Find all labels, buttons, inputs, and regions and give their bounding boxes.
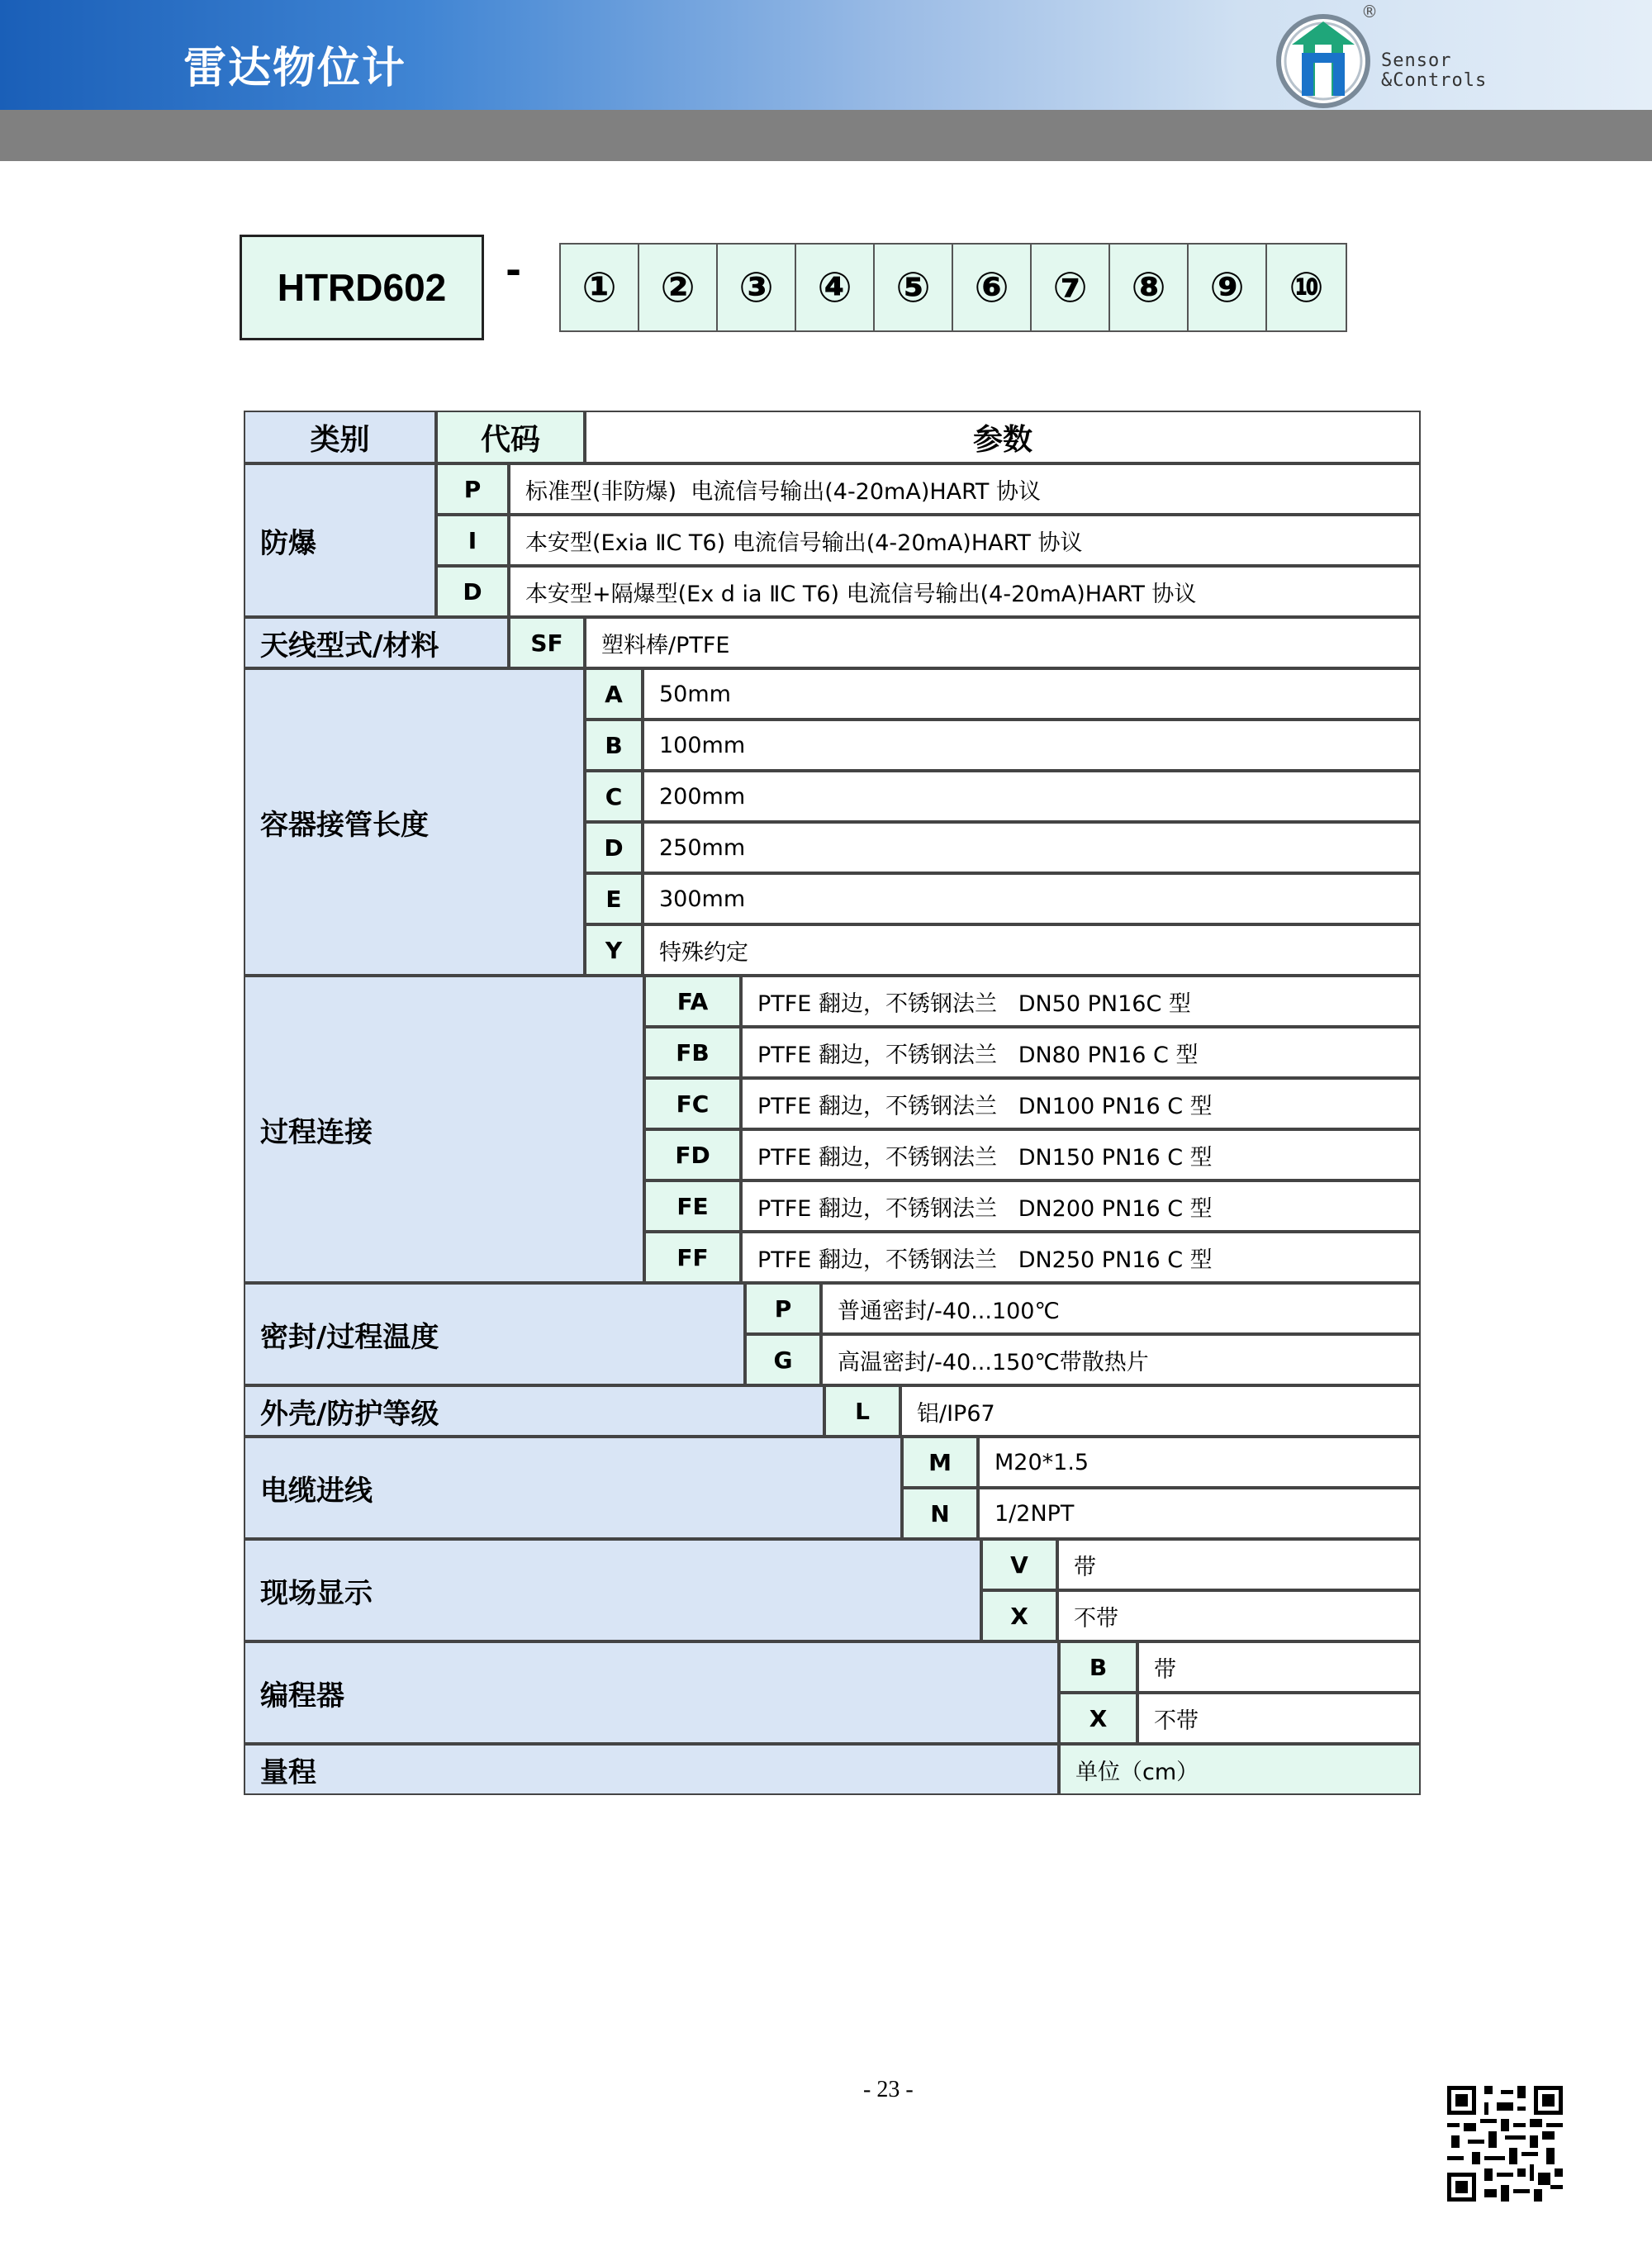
logo-text-line-1: Sensor xyxy=(1381,50,1452,71)
param-cell: PTFE 翻边，不锈钢法兰 DN150 PN16 C 型 xyxy=(741,1129,1421,1180)
option-slot-2: ② xyxy=(639,245,718,330)
logo-wordmark xyxy=(1381,51,1487,91)
code-cell: L xyxy=(824,1385,900,1437)
option-slot-3: ③ xyxy=(718,245,796,330)
code-cell: G xyxy=(745,1334,821,1385)
code-cell: FB xyxy=(644,1027,741,1078)
category-programmer: 编程器 xyxy=(244,1641,1059,1744)
page-title: 雷达物位计 xyxy=(183,44,407,93)
header-category: 类别 xyxy=(244,411,436,463)
qr-code-icon xyxy=(1447,2086,1563,2202)
company-logo-icon xyxy=(1272,7,1379,114)
param-cell: 50mm xyxy=(643,668,1421,720)
code-cell: FF xyxy=(644,1232,741,1283)
option-slot-7: ⑦ xyxy=(1032,245,1110,330)
option-slot-10: ⑩ xyxy=(1267,245,1346,330)
param-cell: 带 xyxy=(1057,1539,1421,1590)
code-cell: P xyxy=(436,463,509,515)
option-slot-5: ⑤ xyxy=(875,245,953,330)
code-cell: Y xyxy=(585,924,643,976)
category-local-display: 现场显示 xyxy=(244,1539,981,1641)
code-cell: A xyxy=(585,668,643,720)
code-cell: X xyxy=(1059,1693,1137,1744)
option-slots xyxy=(559,243,1347,332)
model-code-box: HTRD602 xyxy=(240,235,484,340)
code-cell: FC xyxy=(644,1078,741,1129)
category-nozzle-length: 容器接管长度 xyxy=(244,668,585,976)
option-slot-9: ⑨ xyxy=(1189,245,1267,330)
param-cell: 不带 xyxy=(1057,1590,1421,1641)
param-cell: 高温密封/-40...150℃带散热片 xyxy=(821,1334,1421,1385)
param-cell: 塑料棒/PTFE xyxy=(585,617,1421,668)
code-cell: X xyxy=(981,1590,1057,1641)
logo-text-line-2: &Controls xyxy=(1381,70,1488,91)
header-param: 参数 xyxy=(585,411,1421,463)
model-code-dash: - xyxy=(506,248,522,292)
param-cell: 特殊约定 xyxy=(643,924,1421,976)
code-cell: FD xyxy=(644,1129,741,1180)
code-cell: D xyxy=(585,822,643,873)
code-cell: V xyxy=(981,1539,1057,1590)
header-code: 代码 xyxy=(436,411,585,463)
option-slot-6: ⑥ xyxy=(953,245,1032,330)
code-cell: FE xyxy=(644,1180,741,1232)
code-cell: FA xyxy=(644,976,741,1027)
param-cell: PTFE 翻边，不锈钢法兰 DN80 PN16 C 型 xyxy=(741,1027,1421,1078)
param-cell: PTFE 翻边，不锈钢法兰 DN100 PN16 C 型 xyxy=(741,1078,1421,1129)
spec-table xyxy=(244,411,1421,1794)
param-cell: PTFE 翻边，不锈钢法兰 DN50 PN16C 型 xyxy=(741,976,1421,1027)
code-cell: D xyxy=(436,566,509,617)
category-explosion-proof: 防爆 xyxy=(244,463,436,617)
param-cell: PTFE 翻边，不锈钢法兰 DN200 PN16 C 型 xyxy=(741,1180,1421,1232)
code-cell: E xyxy=(585,873,643,924)
param-cell: 250mm xyxy=(643,822,1421,873)
code-cell: N xyxy=(902,1488,978,1539)
param-cell: 带 xyxy=(1137,1641,1421,1693)
category-cable-entry: 电缆进线 xyxy=(244,1437,902,1539)
category-housing-protection: 外壳/防护等级 xyxy=(244,1385,824,1437)
category-process-connection: 过程连接 xyxy=(244,976,644,1283)
category-range: 量程 xyxy=(244,1744,1059,1795)
category-antenna: 天线型式/材料 xyxy=(244,617,509,668)
param-cell: M20*1.5 xyxy=(978,1437,1421,1488)
param-cell: 200mm xyxy=(643,771,1421,822)
category-seal-temperature: 密封/过程温度 xyxy=(244,1283,745,1385)
param-cell: 普通密封/-40...100℃ xyxy=(821,1283,1421,1334)
code-cell: B xyxy=(585,720,643,771)
param-cell: 不带 xyxy=(1137,1693,1421,1744)
code-cell: P xyxy=(745,1283,821,1334)
option-slot-8: ⑧ xyxy=(1110,245,1189,330)
header-divider xyxy=(0,110,1652,161)
param-cell: 300mm xyxy=(643,873,1421,924)
param-cell: 本安型(Exia ⅡC T6) 电流信号输出(4-20mA)HART 协议 xyxy=(509,515,1421,566)
page-number: - 23 - xyxy=(863,2077,914,2102)
param-cell: 100mm xyxy=(643,720,1421,771)
code-cell: M xyxy=(902,1437,978,1488)
param-cell: 本安型+隔爆型(Ex d ia ⅡC T6) 电流信号输出(4-20mA)HART 协议 xyxy=(509,566,1421,617)
param-cell: PTFE 翻边，不锈钢法兰 DN250 PN16 C 型 xyxy=(741,1232,1421,1283)
code-cell: SF xyxy=(509,617,585,668)
code-cell: C xyxy=(585,771,643,822)
registered-mark: ® xyxy=(1361,2,1378,21)
code-cell: B xyxy=(1059,1641,1137,1693)
param-cell: 铝/IP67 xyxy=(900,1385,1421,1437)
param-cell: 标准型(非防爆) 电流信号输出(4-20mA)HART 协议 xyxy=(509,463,1421,515)
option-slot-1: ① xyxy=(561,245,639,330)
option-slot-4: ④ xyxy=(796,245,875,330)
param-cell: 1/2NPT xyxy=(978,1488,1421,1539)
code-cell: I xyxy=(436,515,509,566)
param-cell: 单位（cm） xyxy=(1059,1744,1421,1795)
